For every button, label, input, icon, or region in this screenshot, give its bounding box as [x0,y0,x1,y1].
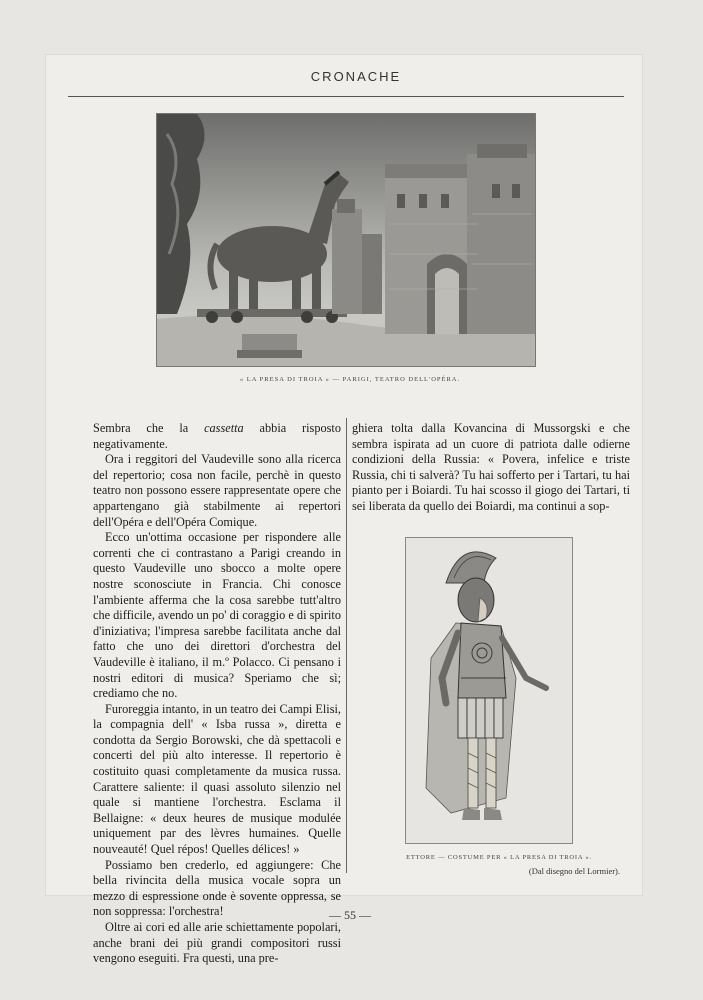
page-number: — 55 — [329,908,371,922]
figure-caption-ettore: ETTORE — COSTUME PER « LA PRESA DI TROIA ». [406,854,592,861]
figure-credit-lormier: (Dal disegno del Lormier). [528,866,620,876]
paragraph: Possiamo ben crederlo, ed aggiungere: Che bella rivincita della musica vocale sopra un mezzo di espressione onde è sovente oppressa, se non soppressa: l'orchestra! [93,857,341,919]
paragraph: Oltre ai cori ed alle arie schiettamente popolari, anche brani dei più grandi compositori russi vengono eseguiti. Fra questi, una pre- [93,920,341,966]
paragraph: Sembra che la cassetta abbia risposto negativamente. [93,421,341,451]
figure-caption-presa-di-troia: « LA PRESA DI TROIA » — PARIGI, TEATRO DELL'OPÉRA. [239,376,461,383]
paragraph: Ecco un'ottima occasione per rispondere alle correnti che ci contrastano a Parigi creando in questo Vaudeville uno sbocco a molte opere nostre sconosciute in Francia. Chi conosce l'ambiente afferma che la cosa sarebbe tutt'altro che difficile, avendo un po' di coraggio e di spirito d'iniziativa; l'impresa sarebbe facilitata anche dal fatto che uno dei direttori d'orchestra del Vaudeville è italiano, il m.º Polacco. Ci pensano i nostri editori di musica? Speriamo che sì; crediamo che no. [93,530,341,701]
emphasis-cassetta: cassetta [204,421,244,435]
paragraph: Furoreggia intanto, in un teatro dei Campi Elisi, la compagnia dell' « Isba russa », diretta e condotta da Sergio Borowski, che dà spettacoli e concerti del più alto interesse. Il repertorio è costituito quasi completamente da musica russa. Carattere saliente: il quasi assoluto silenzio nel quale si mantiene l'orchestra. Esclama il Bellaigne: « deux heures de musique modulée uniquement par des lèvres humaines. Quelle nouveauté! Quel répos! Quelles délices! » [93,701,341,857]
drawing-hector-costume [405,537,573,844]
header-rule [68,96,624,97]
text-column-left [93,421,341,967]
photo-trojan-horse-stage [156,113,536,367]
paragraph: ghiera tolta dalla Kovancina di Mussorgski e che sembra ispirata ad un cuore di patriota dalle odierne condizioni della Russia: « Povera, infelice e triste Russia, chi ti salverà? Tu hai sofferto per i Tartari, tu hai pianto per i Boiardi. Tu hai scosso il giogo dei Tartari, ti sei liberata da quello dei Boiardi, ma continui a sop- [352,421,630,513]
text-column-right [352,421,630,515]
paragraph: Ora i reggitori del Vaudeville sono alla ricerca del repertorio; cosa non facile, perchè in questo teatro non possono essere rappresentate opere che appartengano già stabilmente ai repertori dell'Opéra e dell'Opéra Comique. [93,452,341,529]
running-header: CRONACHE [310,69,402,84]
column-divider [346,418,347,873]
